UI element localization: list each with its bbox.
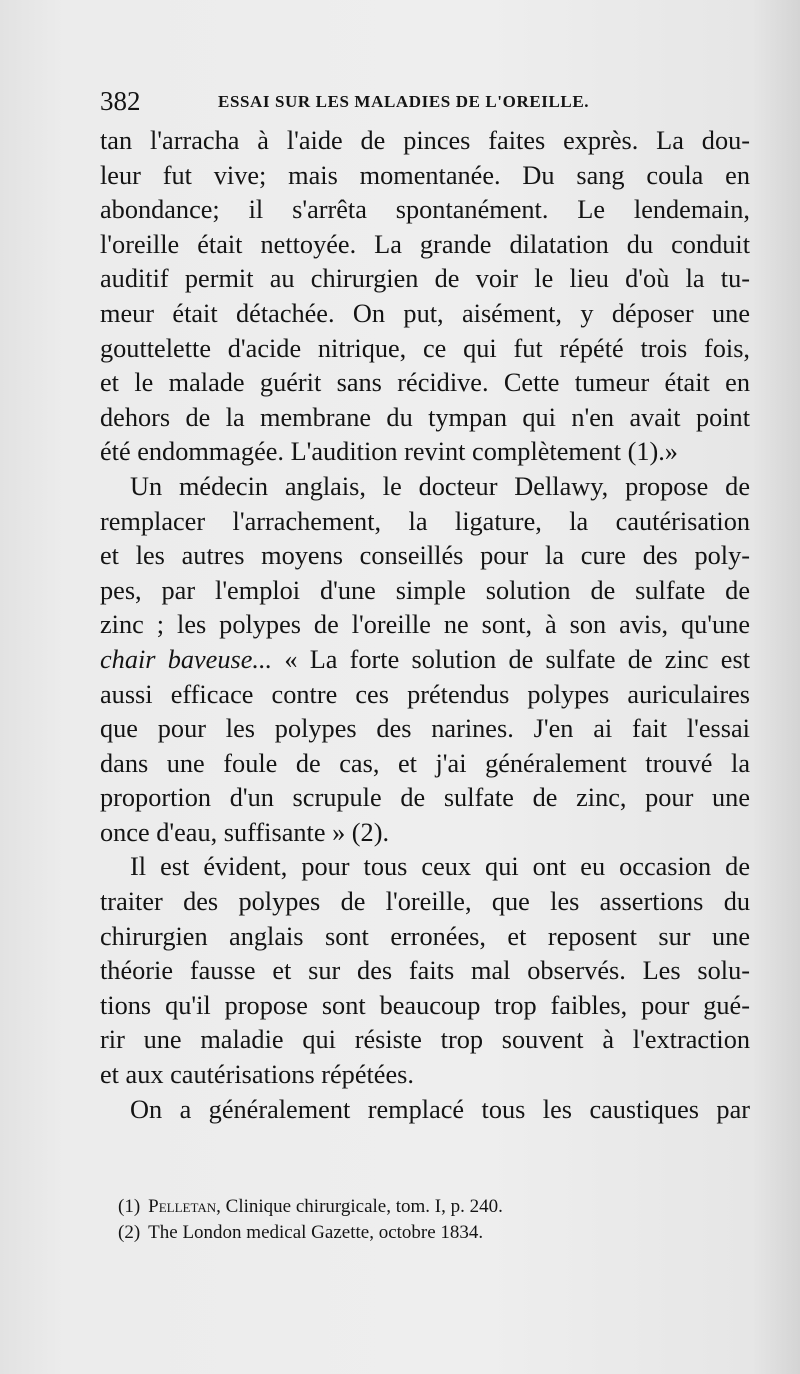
text-line: pes, par l'emploi d'une simple solution de sulfate de — [100, 575, 750, 605]
text-line-with-italic — [100, 643, 750, 678]
footnote-text: , Clinique chirurgicale, tom. I, p. 240. — [216, 1196, 503, 1217]
text-line: chirurgien anglais sont erronées, et reposent sur une — [100, 921, 750, 951]
footnote-1 — [118, 1194, 678, 1220]
text-line: que pour les polypes des narines. J'en ai fait l'essai — [100, 714, 750, 744]
footnote-2 — [118, 1220, 678, 1246]
body-text — [100, 124, 750, 1127]
text-line: dans une foule de cas, et j'ai généralement trouvé la — [100, 748, 750, 778]
text-line: zinc ; les polypes de l'oreille ne sont, à son avis, qu'une — [100, 610, 750, 640]
page-number: 382 — [100, 86, 141, 116]
text-line: rir une maladie qui résiste trop souvent à l'extraction — [100, 1025, 750, 1055]
text-line: traiter des polypes de l'oreille, que les assertions du — [100, 887, 750, 917]
text-line: leur fut vive; mais momentanée. Du sang coula en — [100, 160, 750, 190]
italic-phrase: chair baveuse... — [100, 644, 273, 674]
text-line: et le malade guérit sans récidive. Cette tumeur était en — [100, 368, 750, 398]
text-line: théorie fausse et sur des faits mal observés. Les solu- — [100, 956, 750, 986]
text-line: meur était détachée. On put, aisément, y déposer une — [100, 298, 750, 328]
text-line: tions qu'il propose sont beaucoup trop faibles, pour gué- — [100, 990, 750, 1020]
paragraph-start-line: On a généralement remplacé tous les caustiques par — [130, 1094, 750, 1124]
page-header — [100, 84, 750, 118]
footnote-text: The London medical Gazette, octobre 1834. — [148, 1222, 484, 1243]
line-continuation: « La forte solution de sulfate de zinc est — [272, 644, 750, 674]
paragraph-start-line: Un médecin anglais, le docteur Dellawy, propose de — [130, 471, 750, 501]
text-line: auditif permit au chirurgien de voir le lieu d'où la tu- — [100, 264, 750, 294]
running-title: ESSAI SUR LES MALADIES DE L'OREILLE. — [218, 92, 590, 111]
text-line: aussi efficace contre ces prétendus polypes auriculaires — [100, 679, 750, 709]
text-line: et aux cautérisations répétées. — [100, 1060, 414, 1090]
text-line: dehors de la membrane du tympan qui n'en avait point — [100, 402, 750, 432]
text-line: proportion d'un scrupule de sulfate de zinc, pour une — [100, 783, 750, 813]
paragraph-start-line: Il est évident, pour tous ceux qui ont eu occasion de — [130, 852, 750, 882]
text-line: abondance; il s'arrêta spontanément. Le lendemain, — [100, 195, 750, 225]
text-line: gouttelette d'acide nitrique, ce qui fut répété trois fois, — [100, 333, 750, 363]
footnotes — [118, 1194, 678, 1246]
text-line: l'oreille était nettoyée. La grande dilatation du conduit — [100, 229, 750, 259]
text-line: tan l'arracha à l'aide de pinces faites exprès. La dou- — [100, 126, 750, 155]
footnote-marker: (2) — [118, 1222, 141, 1243]
text-line: été endommagée. L'audition revint complètement (1).» — [100, 437, 678, 467]
text-line: et les autres moyens conseillés pour la cure des poly- — [100, 541, 750, 571]
footnote-author: Pelletan — [148, 1196, 217, 1217]
text-line: once d'eau, suffisante » (2). — [100, 817, 390, 847]
footnote-marker: (1) — [118, 1196, 141, 1217]
text-line: remplacer l'arrachement, la ligature, la cautérisation — [100, 506, 750, 536]
